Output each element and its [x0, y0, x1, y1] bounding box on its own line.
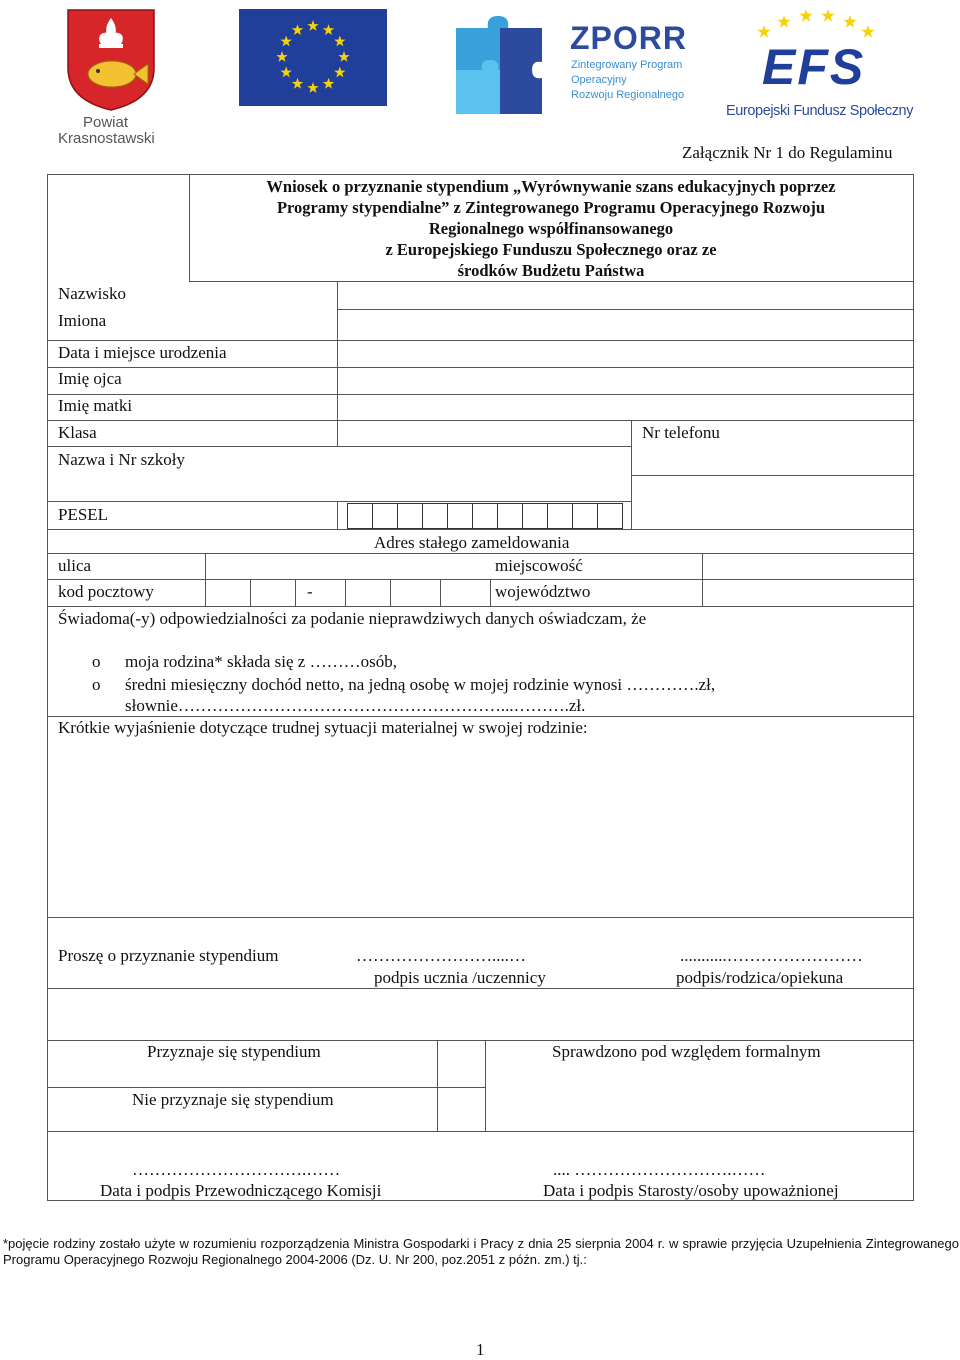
efs-logo — [722, 8, 922, 126]
parent-sign-dots: ...........…………………… — [680, 946, 863, 965]
input-data-miejsce[interactable] — [339, 342, 911, 366]
parent-sign-label: podpis/rodzica/opiekuna — [676, 968, 844, 987]
label-miejscowosc: miejscowość — [495, 556, 583, 575]
deny-label: Nie przyznaje się stypendium — [132, 1090, 334, 1109]
input-ulica[interactable] — [207, 555, 491, 578]
pesel-digit-box[interactable] — [422, 503, 448, 529]
label-nazwa-szkoly: Nazwa i Nr szkoły — [58, 450, 185, 469]
form-border-right — [913, 174, 914, 1201]
form-border-top — [47, 174, 913, 175]
grant-label: Przyznaje się stypendium — [147, 1042, 321, 1061]
label-nr-telefonu: Nr telefonu — [642, 423, 720, 442]
input-nazwa-szkoly[interactable] — [49, 472, 629, 500]
label-data-miejsce: Data i miejsce urodzenia — [58, 343, 227, 362]
powiat-logo — [50, 8, 170, 147]
input-imiona[interactable] — [339, 311, 911, 339]
pesel-digit-box[interactable] — [497, 503, 523, 529]
explanation-label: Krótkie wyjaśnienie dotyczące trudnej sytuacji materialnej w swojej rodzinie: — [58, 718, 588, 737]
input-imie-matki[interactable] — [339, 396, 911, 419]
eu-flag-icon — [239, 9, 387, 106]
input-miejscowosc[interactable] — [704, 555, 911, 578]
declaration-item-2a: średni miesięczny dochód netto, na jedną osobę w mojej rodzinie wynosi ………….zł, — [125, 675, 716, 694]
input-klasa[interactable] — [339, 422, 629, 445]
pesel-digit-box[interactable] — [447, 503, 473, 529]
explanation-area[interactable] — [49, 742, 911, 916]
starost-sign-dots: .... ……………………….…… — [553, 1160, 766, 1179]
efs-star-icon — [821, 9, 834, 22]
zporr-line1: Zintegrowany Program — [571, 59, 683, 71]
zporr-logo — [452, 14, 692, 119]
formal-check-label: Sprawdzono pod względem formalnym — [552, 1042, 821, 1061]
efs-name: EFS — [762, 39, 866, 95]
label-kod-pocztowy: kod pocztowy — [58, 582, 154, 601]
label-ulica: ulica — [58, 556, 92, 575]
pesel-digit-box[interactable] — [522, 503, 548, 529]
input-wojewodztwo[interactable] — [704, 581, 911, 605]
starost-sign-label: Data i podpis Starosty/osoby upoważnionej — [543, 1181, 839, 1200]
student-sign-dots: ……………………....… — [356, 946, 526, 965]
pesel-digit-box[interactable] — [372, 503, 398, 529]
form-border-left — [47, 174, 48, 1201]
efs-star-icon — [843, 15, 856, 28]
page-number: 1 — [476, 1340, 485, 1359]
label-imie-matki: Imię matki — [58, 396, 133, 415]
bullet-1: o — [92, 652, 101, 671]
declaration-intro: Świadoma(-y) odpowiedzialności za podanie nieprawdziwych danych oświadczam, że — [58, 609, 647, 628]
efs-star-icon — [757, 25, 770, 38]
chair-sign-label: Data i podpis Przewodniczącego Komisji — [100, 1181, 382, 1200]
efs-star-icon — [861, 25, 874, 38]
chair-sign-dots: ………………………….…… — [132, 1160, 341, 1179]
powiat-line2: Krasnostawski — [58, 130, 155, 147]
pesel-digit-box[interactable] — [547, 503, 573, 529]
request-label: Proszę o przyznanie stypendium — [58, 946, 279, 965]
efs-star-icon — [777, 15, 790, 28]
student-sign-label: podpis ucznia /uczennicy — [374, 968, 546, 987]
pesel-digit-box[interactable] — [397, 503, 423, 529]
pesel-digit-box[interactable] — [347, 503, 373, 529]
declaration-item-2b: słownie…………………………………………………...……….zł. — [125, 696, 586, 715]
powiat-crest-icon — [66, 8, 156, 112]
label-imie-ojca: Imię ojca — [58, 369, 122, 388]
bullet-2: o — [92, 675, 101, 694]
zporr-name: ZPORR — [570, 20, 687, 56]
label-nazwisko: Nazwisko — [58, 284, 126, 303]
input-nazwisko[interactable] — [339, 283, 911, 308]
annex-label: Załącznik Nr 1 do Regulaminu — [682, 143, 893, 162]
pesel-digit-box[interactable] — [472, 503, 498, 529]
efs-caption: Europejski Fundusz Społeczny — [726, 103, 914, 119]
label-klasa: Klasa — [58, 423, 97, 442]
zporr-line3: Rozwoju Regionalnego — [571, 89, 685, 101]
label-imiona: Imiona — [58, 311, 107, 330]
powiat-line1: Powiat — [83, 114, 129, 131]
puzzle-icon — [452, 14, 548, 118]
form-title: Wniosek o przyznanie stypendium „Wyrównywanie szans edukacyjnych poprzez Programy stypendialne” z Zintegrowanego Programu Operacyjnego Rozwoju Regionalnego współfinansowanego z Europejskiego Funduszu Społecznego oraz ze środków Budżetu Państwa — [266, 177, 836, 280]
kod-dash: - — [307, 582, 313, 601]
efs-star-icon — [799, 9, 812, 22]
deny-checkbox[interactable] — [439, 1089, 484, 1130]
input-nr-telefonu[interactable] — [633, 447, 911, 474]
pesel-digit-box[interactable] — [572, 503, 598, 529]
label-wojewodztwo: województwo — [495, 582, 591, 601]
label-pesel: PESEL — [58, 505, 109, 524]
input-kod-pocztowy[interactable] — [207, 581, 489, 605]
pesel-digit-box[interactable] — [597, 503, 623, 529]
zporr-line2: Operacyjny — [571, 74, 627, 86]
grant-checkbox[interactable] — [439, 1042, 484, 1086]
input-imie-ojca[interactable] — [339, 369, 911, 393]
declaration-item-1: moja rodzina* składa się z ………osób, — [125, 652, 397, 671]
address-header: Adres stałego zameldowania — [374, 533, 570, 552]
footnote: *pojęcie rodziny zostało użyte w rozumieniu rozporządzenia Ministra Gospodarki i Pracy z dnia 25 sierpnia 2004 r. w sprawie przyjęcia Uzupełnienia Zintegrowanego Programu Operacyjnego Rozwoju Regionalnego 2004-2006 (Dz. U. Nr 200, poz.2051 z późn. zm.) tj.: — [3, 1236, 959, 1267]
